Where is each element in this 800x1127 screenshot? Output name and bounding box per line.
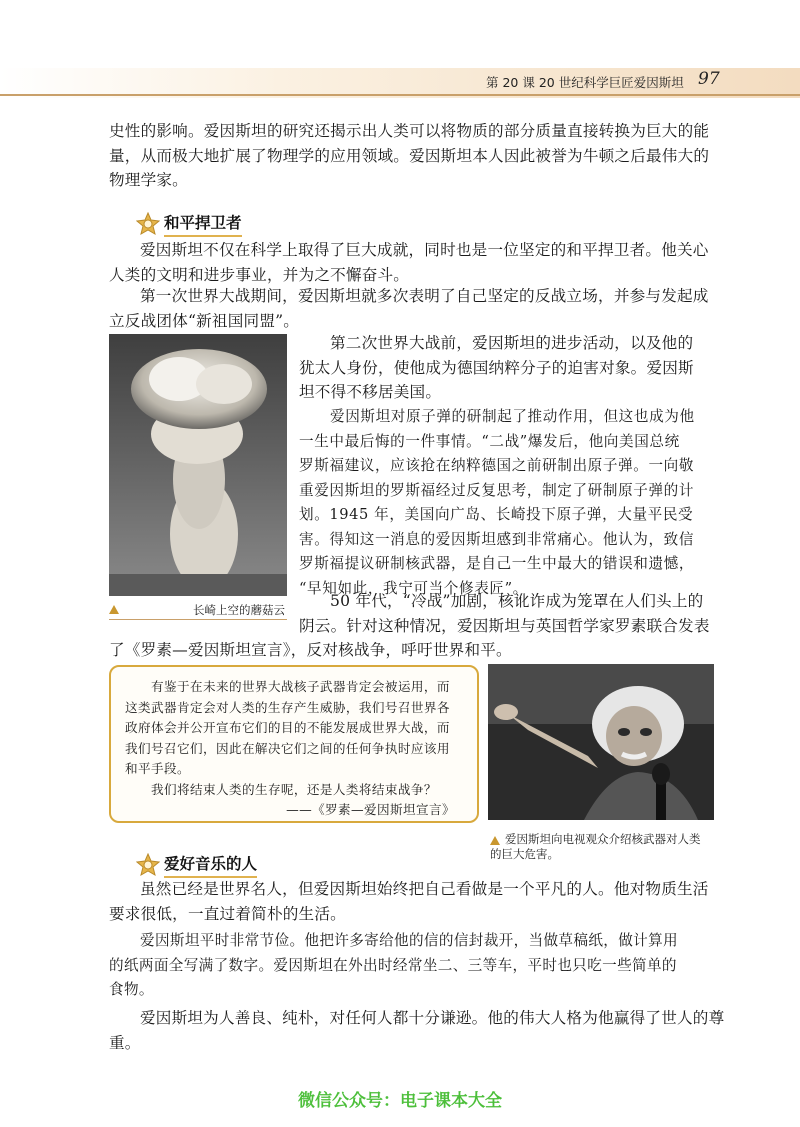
text-line: 要求很低，一直过着简朴的生活。 xyxy=(109,904,346,923)
peace-paragraph-2 xyxy=(109,284,729,333)
einstein-tv-photo xyxy=(488,664,714,820)
text-line: 立反战团体“新祖国同盟”。 xyxy=(109,311,300,330)
lesson-title: 第 20 课 20 世纪科学巨匠爱因斯坦 xyxy=(486,75,684,90)
text-line: 第二次世界大战前，爱因斯坦的进步活动，以及他的 xyxy=(330,334,694,352)
text-line: 爱因斯坦不仅在科学上取得了巨大成就，同时也是一位坚定的和平捍卫者。他关心 xyxy=(140,241,709,259)
peace-paragraph-3 xyxy=(299,331,719,405)
quote-line: 我们将结束人类的生存呢，还是人类将结束战争？ xyxy=(151,781,437,797)
music-paragraph-1 xyxy=(109,877,729,926)
text-line: 害。得知这一消息的爱因斯坦感到非常痛心。他认为，致信 xyxy=(299,530,695,548)
photo2-caption xyxy=(490,832,720,862)
text-line: 了《罗素—爱因斯坦宣言》，反对核战争，呼吁世界和平。 xyxy=(109,641,512,659)
peace-paragraph-4 xyxy=(299,405,724,601)
photo1-caption: 长崎上空的蘑菇云 xyxy=(193,603,285,617)
text-line: 的纸两面全写满了数字。爱因斯坦在外出时经常坐二、三等车，平时也只吃一些简单的 xyxy=(109,956,677,974)
caption-line: 爱因斯坦向电视观众介绍核武器对人类 xyxy=(505,832,701,846)
section-emblem-icon xyxy=(136,853,160,877)
quote-source: ——《罗素—爱因斯坦宣言》 xyxy=(286,802,455,817)
quote-line: 政府体会并公开宣布它们的目的不能发展成世界大战，而 xyxy=(125,720,450,735)
text-line: 50 年代，“冷战”加剧，核讹诈成为笼罩在人们头上的 xyxy=(330,592,704,610)
page-number: 97 xyxy=(698,69,720,89)
einstein-illustration xyxy=(488,664,714,820)
peace-paragraph-1 xyxy=(109,238,729,287)
text-line: 物理学家。 xyxy=(109,171,188,189)
mushroom-cloud-photo xyxy=(109,334,287,596)
intro-paragraph xyxy=(109,119,719,193)
text-line: 一生中最后悔的一件事情。“二战”爆发后，他向美国总统 xyxy=(299,432,680,450)
footer-watermark: 微信公众号：电子课本大全 xyxy=(298,1091,502,1111)
section-heading-peace xyxy=(136,211,242,237)
text-line: 人类的文明和进步事业，并为之不懈奋斗。 xyxy=(109,265,410,284)
manifesto-quote-box xyxy=(109,665,479,823)
section-heading-music xyxy=(136,852,257,878)
triangle-marker-icon xyxy=(109,605,119,614)
header-rule xyxy=(0,94,800,96)
text-line: 罗斯福提议研制核武器，是自己一生中最大的错误和遗憾， xyxy=(299,555,695,572)
peace-paragraph-5-bottom xyxy=(109,638,729,663)
text-line: 第一次世界大战期间，爱因斯坦就多次表明了自己坚定的反战立场，并参与发起成 xyxy=(140,287,709,305)
text-line: 划。1945 年，美国向广岛、长崎投下原子弹，大量平民受 xyxy=(299,506,694,523)
text-line: 史性的影响。爱因斯坦的研究还揭示出人类可以将物质的部分质量直接转换为巨大的能 xyxy=(109,122,710,140)
peace-paragraph-5-top xyxy=(299,589,729,638)
section-title: 和平捍卫者 xyxy=(164,211,242,237)
section-emblem-icon xyxy=(136,212,160,236)
quote-line: 和平手段。 xyxy=(125,761,190,776)
quote-line: 有鉴于在未来的世界大战核子武器肯定会被运用，而 xyxy=(151,679,450,694)
triangle-marker-icon xyxy=(490,836,500,845)
text-line: 重爱因斯坦的罗斯福经过反复思考，制定了研制原子弹的计 xyxy=(299,481,695,499)
section-title: 爱好音乐的人 xyxy=(164,852,257,878)
text-line: 爱因斯坦为人善良、纯朴，对任何人都十分谦逊。他的伟大人格为他赢得了世人的尊重。 xyxy=(109,1009,725,1052)
text-line: 坦不得不移居美国。 xyxy=(299,383,442,401)
text-line: 量，从而极大地扩展了物理学的应用领域。爱因斯坦本人因此被誉为牛顿之后最伟大的 xyxy=(109,146,710,165)
mushroom-cloud-illustration xyxy=(109,334,287,596)
photo1-caption-bar xyxy=(109,601,287,620)
quote-line: 这类武器肯定会对人类的生存产生威胁，我们号召世界各 xyxy=(125,699,450,715)
text-line: 食物。 xyxy=(109,981,154,998)
music-paragraph-2 xyxy=(109,929,729,1003)
music-paragraph-3 xyxy=(109,1006,729,1055)
quote-line: 我们号召它们，因此在解决它们之间的任何争执时应该用 xyxy=(125,740,450,756)
caption-line: 的巨大危害。 xyxy=(490,847,559,861)
text-line: 虽然已经是世界名人，但爱因斯坦始终把自己看做是一个平凡的人。他对物质生活 xyxy=(140,880,709,898)
text-line: 犹太人身份，使他成为德国纳粹分子的迫害对象。爱因斯 xyxy=(299,358,694,377)
text-line: 阴云。针对这种情况，爱因斯坦与英国哲学家罗素联合发表 xyxy=(299,616,710,635)
text-line: 罗斯福建议，应该抢在纳粹德国之前研制出原子弹。一向敬 xyxy=(299,457,695,474)
text-line: “早知如此，我宁可当个修表匠”。 xyxy=(299,579,528,597)
text-line: 爱因斯坦对原子弹的研制起了推动作用，但这也成为他 xyxy=(330,408,695,425)
text-line: 爱因斯坦平时非常节俭。他把许多寄给他的信的信封裁开，当做草稿纸，做计算用 xyxy=(140,932,678,949)
